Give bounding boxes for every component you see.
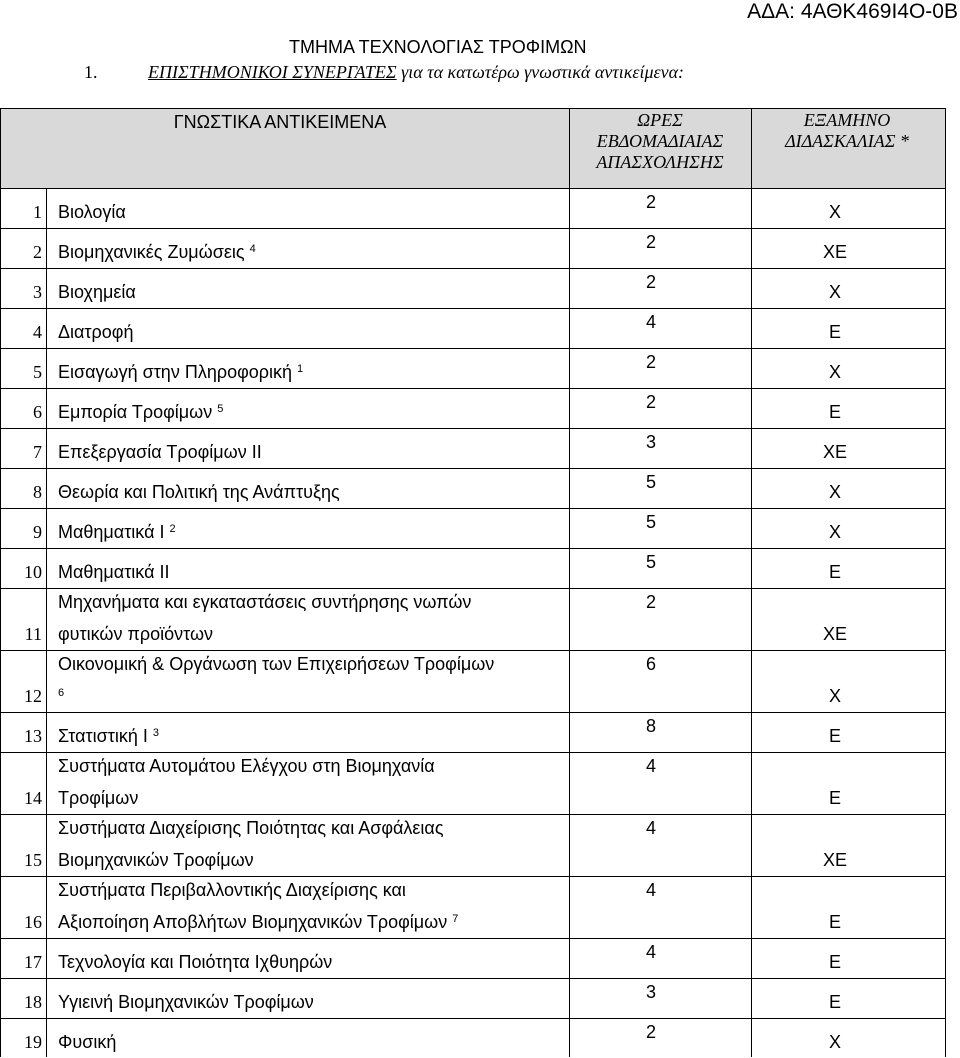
row-number: 15	[24, 850, 42, 870]
weekly-hours: 5	[645, 552, 656, 572]
row-number: 13	[24, 726, 42, 746]
teaching-semester: Ε	[828, 726, 841, 746]
teaching-semester: Ε	[828, 402, 841, 422]
table-row	[0, 814, 946, 876]
teaching-semester: Χ	[828, 202, 841, 222]
subject-name	[58, 242, 256, 262]
table-row	[0, 188, 946, 228]
subject-name-line2	[58, 624, 213, 644]
footnote-marker: 4	[249, 243, 256, 255]
row-number: 14	[24, 788, 42, 808]
subject-name-line1: Συστήματα Αυτομάτου Ελέγχου στη Βιομηχανία	[58, 756, 435, 776]
footnote-marker: 5	[217, 403, 224, 415]
teaching-semester: ΧΕ	[822, 624, 847, 644]
table-row	[0, 938, 946, 978]
section-subtitle: για τα κατωτέρω γνωστικά αντικείμενα:	[396, 62, 685, 82]
section-number: 1.	[84, 62, 98, 82]
table-row	[0, 268, 946, 308]
row-number: 19	[24, 1032, 42, 1052]
row-number: 9	[33, 522, 42, 542]
subject-text: Διατροφή	[58, 322, 134, 342]
weekly-hours: 4	[645, 312, 656, 332]
subject-text: Τεχνολογία και Ποιότητα Ιχθυηρών	[58, 952, 333, 972]
weekly-hours: 2	[645, 1022, 656, 1042]
footnote-marker: 1	[297, 363, 304, 375]
teaching-semester: Ε	[828, 912, 841, 932]
subject-name-line2	[58, 912, 458, 932]
footnote-marker: 3	[152, 727, 160, 739]
subject-name	[58, 322, 133, 342]
weekly-hours: 3	[645, 982, 656, 1002]
subject-text: Στατιστική Ι	[58, 726, 148, 746]
subject-text: Εισαγωγή στην Πληροφορική	[58, 362, 293, 382]
subject-name	[58, 562, 170, 582]
table-row	[0, 348, 946, 388]
row-number: 16	[24, 912, 42, 932]
weekly-hours: 2	[645, 352, 656, 372]
weekly-hours: 5	[645, 512, 656, 532]
subject-name	[58, 992, 314, 1012]
subject-name	[58, 282, 136, 302]
teaching-semester: Ε	[828, 952, 841, 972]
weekly-hours: 3	[645, 432, 656, 452]
subject-name-line1: Συστήματα Περιβαλλοντικής Διαχείρισης και	[58, 880, 406, 900]
row-number: 2	[33, 242, 42, 262]
subject-name	[58, 952, 332, 972]
header-semester-line: ΔΙΔΑΣΚΑΛΙΑΣ *	[785, 131, 909, 151]
subject-name-line2	[58, 850, 254, 870]
subject-name-line2	[58, 686, 64, 706]
table-row	[0, 468, 946, 508]
table-row	[0, 588, 946, 650]
subject-name-line2	[58, 788, 138, 808]
weekly-hours: 6	[645, 654, 656, 674]
subject-name	[58, 1032, 116, 1052]
weekly-hours: 2	[645, 272, 656, 292]
subject-name-line1: Συστήματα Διαχείρισης Ποιότητας και Ασφάλειας	[58, 818, 444, 838]
subject-text: Τροφίμων	[58, 788, 139, 808]
table-row	[0, 548, 946, 588]
row-number: 7	[33, 442, 42, 462]
table-row	[0, 1018, 946, 1058]
footnote-marker: 2	[169, 523, 176, 535]
footnote-marker: 7	[452, 913, 459, 925]
teaching-semester: Χ	[828, 686, 841, 706]
subject-text: Επεξεργασία Τροφίμων ΙΙ	[58, 442, 262, 462]
row-number: 10	[24, 562, 42, 582]
table-row	[0, 650, 946, 712]
header-hours-line: ΑΠΑΣΧΟΛΗΣΗΣ	[596, 152, 724, 172]
row-number: 12	[24, 686, 42, 706]
table-row	[0, 712, 946, 752]
teaching-semester: Ε	[828, 322, 841, 342]
weekly-hours: 4	[645, 880, 656, 900]
table-row	[0, 388, 946, 428]
header-weekly-hours	[570, 110, 750, 173]
subject-name	[58, 522, 176, 542]
teaching-semester: ΧΕ	[822, 442, 847, 462]
teaching-semester: Ε	[828, 992, 841, 1012]
table-row	[0, 428, 946, 468]
row-number: 17	[24, 952, 42, 972]
table-row	[0, 978, 946, 1018]
weekly-hours: 4	[645, 756, 656, 776]
table-row	[0, 228, 946, 268]
row-number: 5	[33, 362, 42, 382]
subject-text: Θεωρία και Πολιτική της Ανάπτυξης	[58, 482, 340, 502]
subject-name	[58, 442, 262, 462]
subject-text: Αξιοποίηση Αποβλήτων Βιομηχανικών Τροφίμων	[58, 912, 448, 932]
row-number: 1	[33, 202, 42, 222]
weekly-hours: 4	[645, 942, 656, 962]
row-number: 3	[33, 282, 42, 302]
teaching-semester: ΧΕ	[822, 242, 847, 262]
subject-name	[58, 726, 159, 746]
table-row	[0, 508, 946, 548]
subject-name	[58, 402, 223, 422]
weekly-hours: 2	[645, 232, 656, 252]
teaching-semester: Χ	[828, 522, 841, 542]
subject-text: Υγιεινή Βιομηχανικών Τροφίμων	[58, 992, 314, 1012]
subject-text: Εμπορία Τροφίμων	[58, 402, 213, 422]
subject-name	[58, 202, 126, 222]
row-number: 4	[33, 322, 42, 342]
subject-text: Βιομηχανικών Τροφίμων	[58, 850, 254, 870]
header-hours-line: ΩΡΕΣ	[637, 110, 683, 130]
teaching-semester: Χ	[828, 482, 841, 502]
row-number: 18	[24, 992, 42, 1012]
subject-name	[58, 482, 340, 502]
header-teaching-semester	[752, 110, 942, 152]
teaching-semester: Ε	[828, 562, 841, 582]
section-title: ΕΠΙΣΤΗΜΟΝΙΚΟΙ ΣΥΝΕΡΓΑΤΕΣ	[148, 62, 397, 82]
subject-text: Φυσική	[58, 1032, 117, 1052]
footnote-marker: 6	[58, 687, 65, 699]
subject-name-line1: Οικονομική & Οργάνωση των Επιχειρήσεων Τροφίμων	[58, 654, 495, 674]
table-rule	[0, 108, 946, 109]
department-title: ΤΜΗΜΑ ΤΕΧΝΟΛΟΓΙΑΣ ΤΡΟΦΙΜΩΝ	[289, 37, 587, 57]
row-number: 11	[24, 624, 42, 644]
teaching-semester: ΧΕ	[822, 850, 847, 870]
teaching-semester: Ε	[828, 788, 841, 808]
subject-text: Βιομηχανικές Ζυμώσεις	[58, 242, 245, 262]
subject-text: Βιολογία	[58, 202, 126, 222]
subject-name-line1: Μηχανήματα και εγκαταστάσεις συντήρησης νωπών	[58, 592, 472, 612]
header-subjects: ΓΝΩΣΤΙΚΑ ΑΝΤΙΚΕΙΜΕΝΑ	[173, 112, 387, 132]
table-row	[0, 876, 946, 938]
subject-text: φυτικών προϊόντων	[58, 624, 214, 644]
weekly-hours: 2	[645, 592, 656, 612]
weekly-hours: 2	[645, 192, 656, 212]
teaching-semester: Χ	[828, 362, 841, 382]
row-number: 8	[33, 482, 42, 502]
header-semester-line: ΕΞΑΜΗΝΟ	[803, 110, 891, 130]
weekly-hours: 2	[645, 392, 656, 412]
weekly-hours: 5	[645, 472, 656, 492]
table-row	[0, 752, 946, 814]
subject-name	[58, 362, 303, 382]
subject-text: Μαθηματικά ΙΙ	[58, 562, 170, 582]
subject-text: Μαθηματικά Ι	[58, 522, 165, 542]
teaching-semester: Χ	[828, 1032, 841, 1052]
document-id: ΑΔΑ: 4ΑΘΚ469Ι4Ο-0Β	[747, 0, 958, 23]
table-row	[0, 308, 946, 348]
header-hours-line: ΕΒΔΟΜΑΔΙΑΙΑΣ	[596, 131, 724, 151]
section-heading	[84, 61, 684, 83]
row-number: 6	[33, 402, 42, 422]
teaching-semester: Χ	[828, 282, 841, 302]
subject-text: Βιοχημεία	[58, 282, 136, 302]
weekly-hours: 8	[645, 716, 656, 736]
weekly-hours: 4	[645, 818, 656, 838]
